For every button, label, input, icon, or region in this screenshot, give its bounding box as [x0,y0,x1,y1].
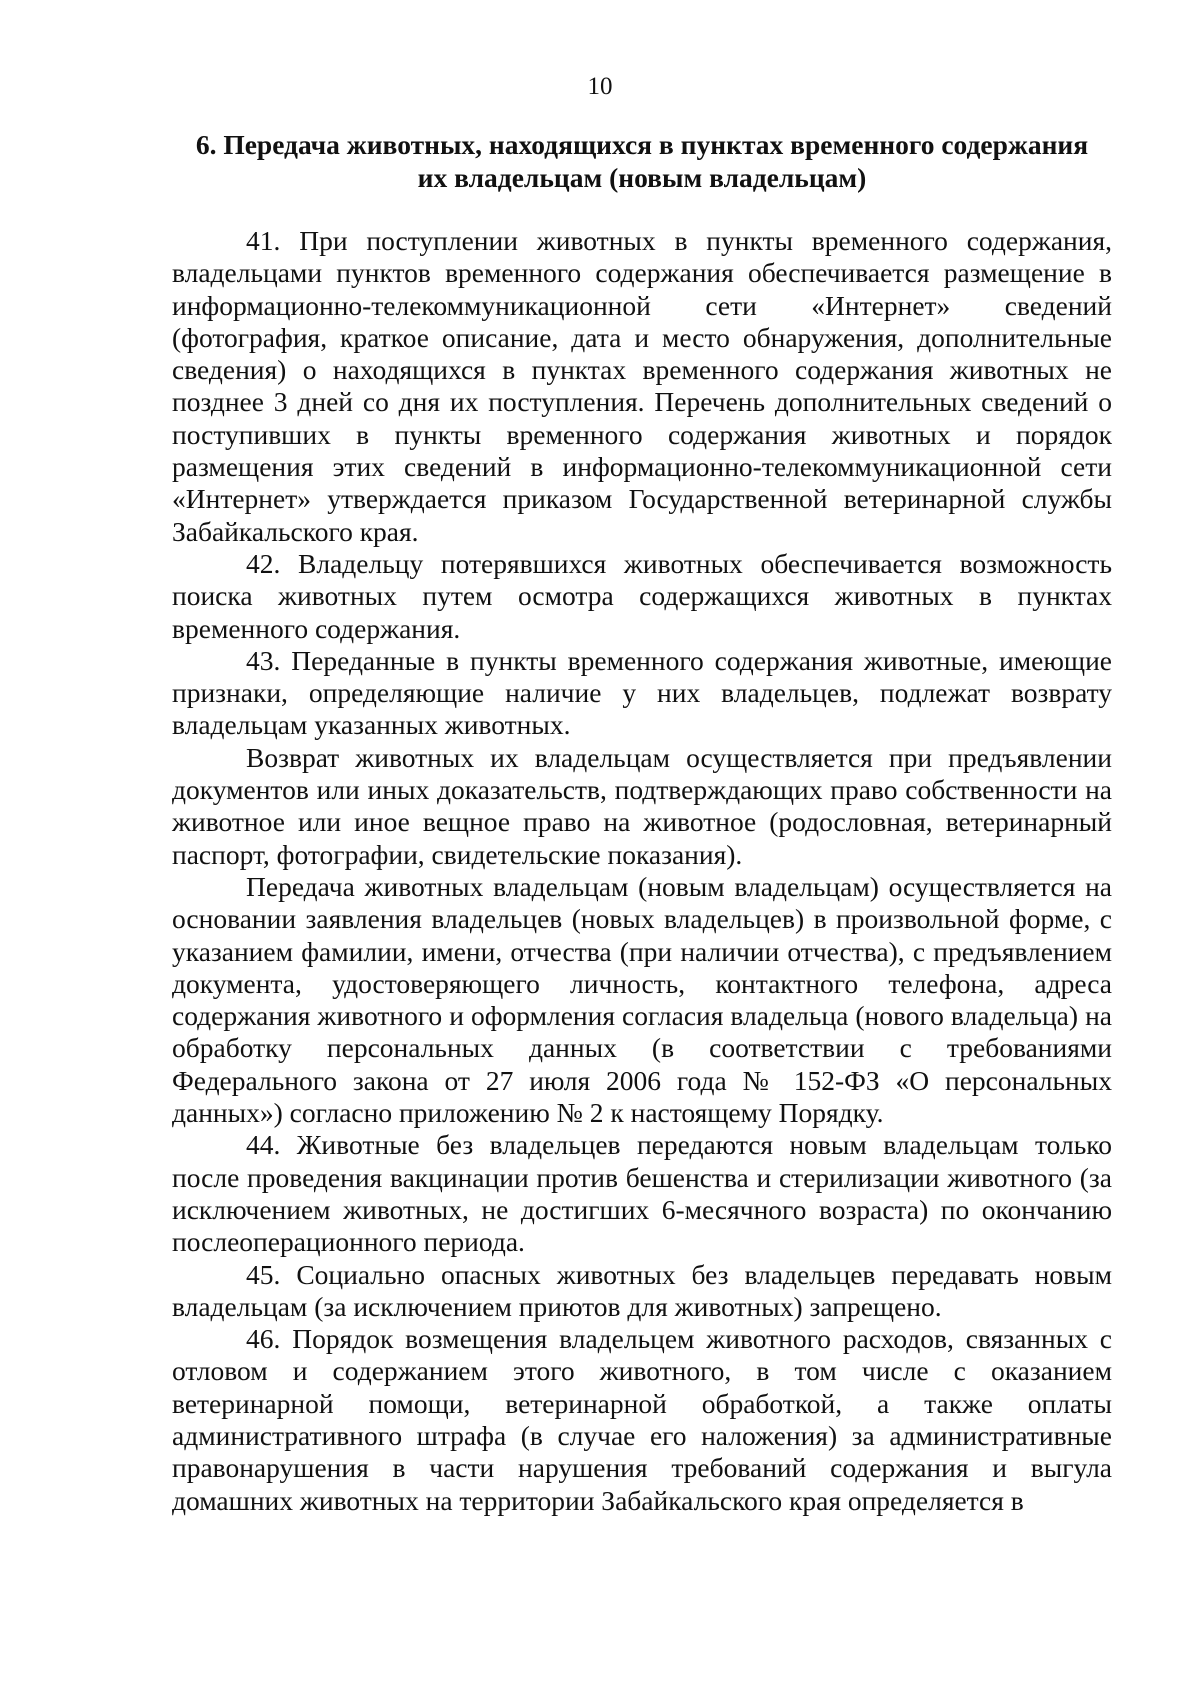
section-heading [172,128,1112,194]
paragraph-43: 43. Переданные в пункты временного содержания животные, имеющие признаки, определяющие наличие у них владельцев, подлежат возврату владельцам указанных животных. [172,644,1112,741]
paragraph-41: 41. При поступлении животных в пункты временного содержания, владельцами пунктов временного содержания обеспечивается размещение в информационно-телекоммуникационной сети «Интернет» сведений (фотография, краткое описание, дата и место обнаружения, дополнительные сведения) о находящихся в пунктах временного содержания животных не позднее 3 дней со дня их поступления. Перечень дополнительных сведений о поступивших в пункты временного содержания животных и порядок размещения этих сведений в информационно-телекоммуникационной сети «Интернет» утверждается приказом Государственной ветеринарной службы Забайкальского края. [172,225,1112,547]
paragraph-43-return: Возврат животных их владельцам осуществляется при предъявлении документов или иных доказательств, подтверждающих право собственности на животное или иное вещное право на животное (родословная, ветеринарный паспорт, фотографии, свидетельские показания). [172,741,1112,870]
paragraph-46: 46. Порядок возмещения владельцем животного расходов, связанных с отловом и содержанием этого животного, в том числе с оказанием ветеринарной помощи, ветеринарной обработкой, а также оплаты административного штрафа (в случае его наложения) за административные правонарушения в части нарушения требований содержания и выгула домашних животных на территории Забайкальского края определяется в [172,1323,1112,1516]
section-heading-line-1: 6. Передача животных, находящихся в пунктах временного содержания [195,129,1089,160]
document-body [172,225,1112,1517]
paragraph-45: 45. Социально опасных животных без владельцев передавать новым владельцам (за исключением приютов для животных) запрещено. [172,1258,1112,1322]
paragraph-43-transfer: Передача животных владельцам (новым владельцам) осуществляется на основании заявления владельцев (новых владельцев) в произвольной форме, с указанием фамилии, имени, отчества (при наличии отчества), с предъявлением документа, удостоверяющего личность, контактного телефона, адреса содержания животного и оформления согласия владельца (нового владельца) на обработку персональных данных (в соответствии с требованиями Федерального закона от 27 июля 2006 года № 152-ФЗ «О персональных данных») согласно приложению № 2 к настоящему Порядку. [172,870,1112,1129]
paragraph-42: 42. Владельцу потерявшихся животных обеспечивается возможность поиска животных путем осмотра содержащихся животных в пунктах временного содержания. [172,547,1112,644]
paragraph-44: 44. Животные без владельцев передаются новым владельцам только после проведения вакцинации против бешенства и стерилизации животного (за исключением животных, не достигших 6-месячного возраста) по окончанию послеоперационного периода. [172,1129,1112,1258]
section-heading-line-2: их владельцам (новым владельцам) [417,162,867,193]
page-number: 10 [587,73,613,100]
